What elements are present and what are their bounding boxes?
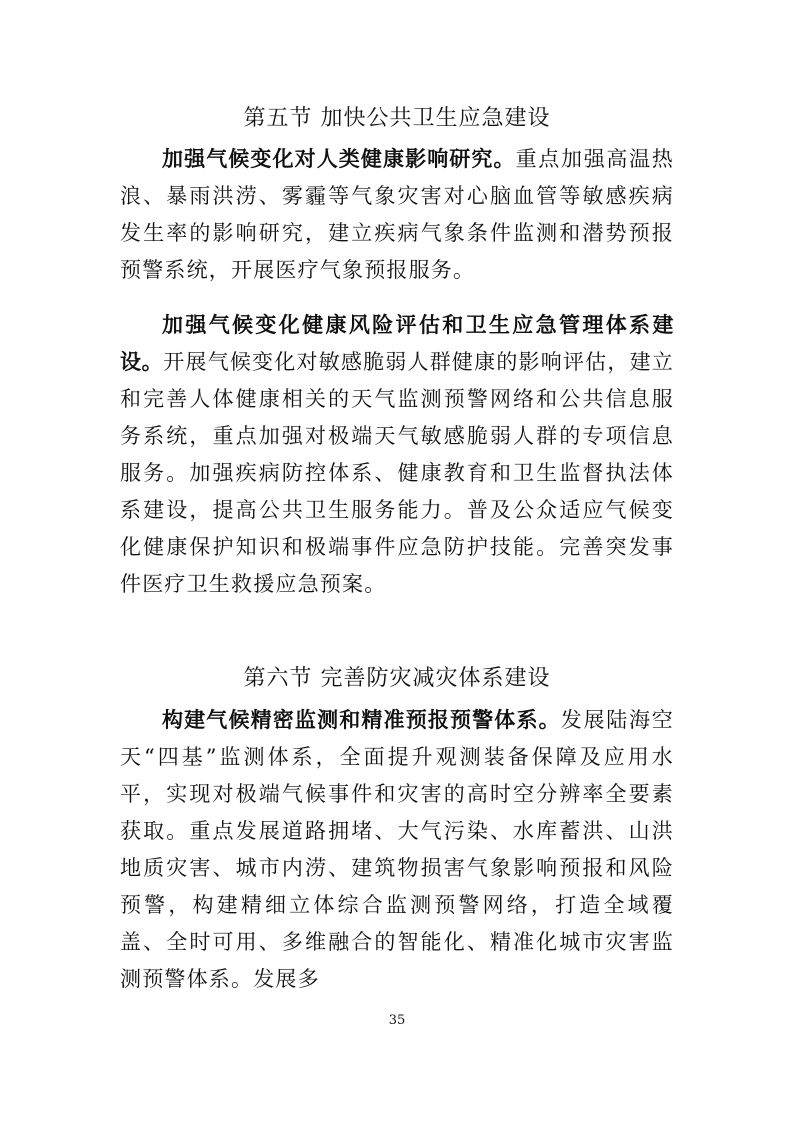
paragraph-body: 发展陆海空天“四基”监测体系，全面提升观测装备保障及应用水平，实现对极端气候事件和灾害的高时空分辨率全要素获取。重点发展道路拥堵、大气污染、水库蓄洪、山洪地质灾害、城市内涝、建筑物损害气象影响预报和风险预警，构建精细立体综合监测预警网络，打造全域覆盖、全时可用、多维融合的智能化、精准化城市灾害监测预警体系。发展多 [120,708,674,991]
paragraph [120,702,674,998]
paragraph [120,141,674,289]
paragraph-lead: 加强气候变化对人类健康影响研究。 [162,147,516,171]
paragraph-lead: 加强气候变化健康风险评估和卫生应急管理体系建设。 [120,313,674,374]
paragraph-body: 开展气候变化对敏感脆弱人群健康的影响评估，建立和完善人体健康相关的天气监测预警网络和公共信息服务系统，重点加强对极端天气敏感脆弱人群的专项信息服务。加强疾病防控体系、健康教育和卫生监督执法体系建设，提高公共卫生服务能力。普及公众适应气候变化健康保护知识和极端事件应急防护技能。完善突发事件医疗卫生救援应急预案。 [120,350,674,596]
section-title: 第五节 加快公共卫生应急建设 [243,106,551,131]
page-number: 35 [388,1013,406,1028]
section-title: 第六节 完善防灾减灾体系建设 [243,666,551,691]
paragraph-body: 重点加强高温热浪、暴雨洪涝、雾霾等气象灾害对心脑血管等敏感疾病发生率的影响研究，建立疾病气象条件监测和潜势预报预警系统，开展医疗气象预报服务。 [120,147,674,282]
paragraph [120,307,674,603]
paragraph-lead: 构建气候精密监测和精准预报预警体系。 [162,708,561,732]
